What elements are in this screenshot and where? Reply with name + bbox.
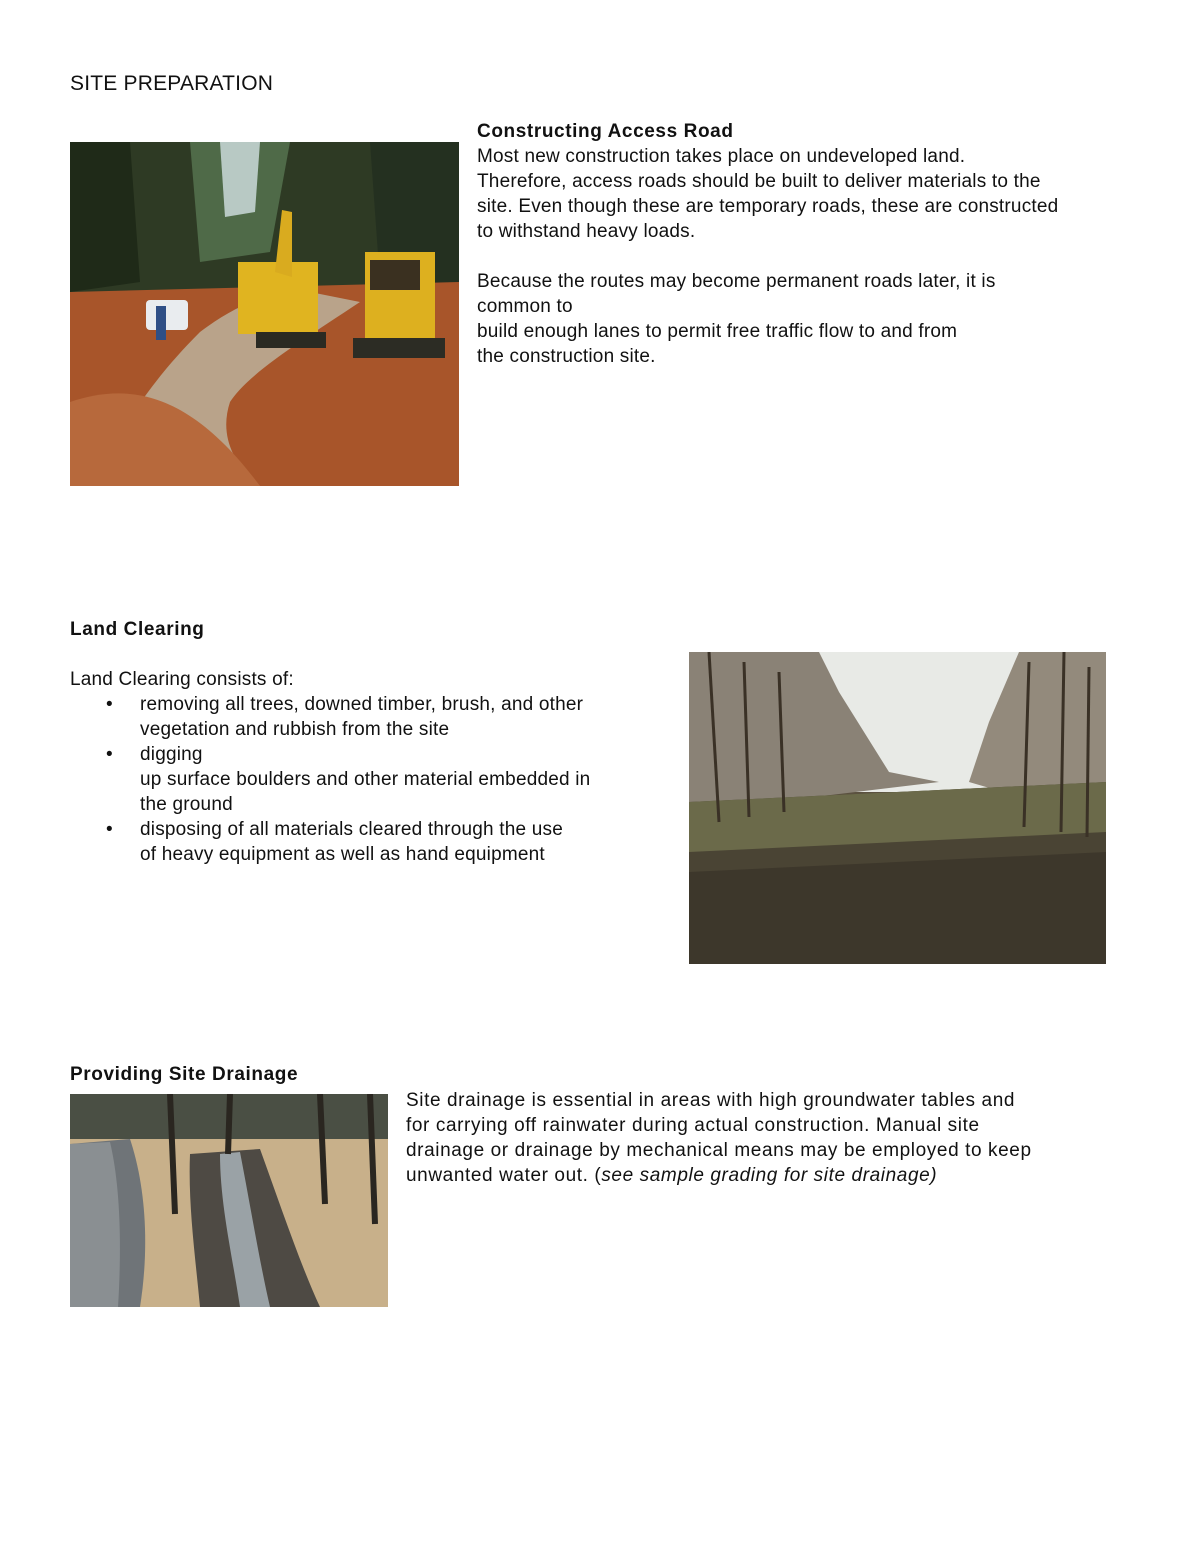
- drainage-ditch-photo: [70, 1094, 388, 1307]
- text-line: Most new construction takes place on undeveloped land.: [477, 146, 966, 167]
- section-heading-access-road: Constructing Access Road: [477, 121, 734, 142]
- section-heading-land-clearing: Land Clearing: [70, 619, 205, 640]
- text-line: drainage or drainage by mechanical means may be employed to keep: [406, 1140, 1032, 1161]
- text-line: Therefore, access roads should be built to deliver materials to the: [477, 171, 1041, 192]
- text-line: [406, 1163, 1166, 1188]
- list-item: [70, 817, 670, 867]
- text-line: for carrying off rainwater during actual construction. Manual site: [406, 1115, 980, 1136]
- land-clearing-intro: Land Clearing consists of:: [70, 669, 294, 690]
- land-clearing-list: [70, 692, 670, 867]
- construction-equipment-photo: [70, 142, 459, 486]
- text-line: the construction site.: [477, 346, 656, 367]
- text-line: build enough lanes to permit free traffic flow to and from: [477, 321, 958, 342]
- list-item: [70, 692, 670, 742]
- text-line: site. Even though these are temporary roads, these are constructed: [477, 196, 1059, 217]
- list-item-line: digging: [140, 744, 203, 765]
- text-line: common to: [477, 296, 573, 317]
- section-heading-site-drainage: Providing Site Drainage: [70, 1064, 299, 1085]
- bullet-icon: •: [106, 694, 113, 715]
- list-item-line: disposing of all materials cleared through the use: [140, 819, 563, 840]
- page-title: SITE PREPARATION: [70, 72, 274, 95]
- text-span: unwanted water out. (: [406, 1165, 602, 1186]
- list-item-line: the ground: [140, 794, 233, 815]
- text-line: Because the routes may become permanent roads later, it is: [477, 271, 996, 292]
- list-item-line: vegetation and rubbish from the site: [140, 719, 450, 740]
- list-item: [70, 742, 670, 817]
- list-item-line: removing all trees, downed timber, brush, and other: [140, 694, 584, 715]
- text-line: to withstand heavy loads.: [477, 221, 696, 242]
- cleared-forest-photo: [689, 652, 1106, 964]
- list-item-line: up surface boulders and other material embedded in: [140, 769, 591, 790]
- bullet-icon: •: [106, 744, 113, 765]
- list-item-line: of heavy equipment as well as hand equipment: [140, 844, 545, 865]
- text-line: Site drainage is essential in areas with high groundwater tables and: [406, 1090, 1016, 1111]
- bullet-icon: •: [106, 819, 113, 840]
- reference-note: see sample grading for site drainage): [601, 1165, 938, 1186]
